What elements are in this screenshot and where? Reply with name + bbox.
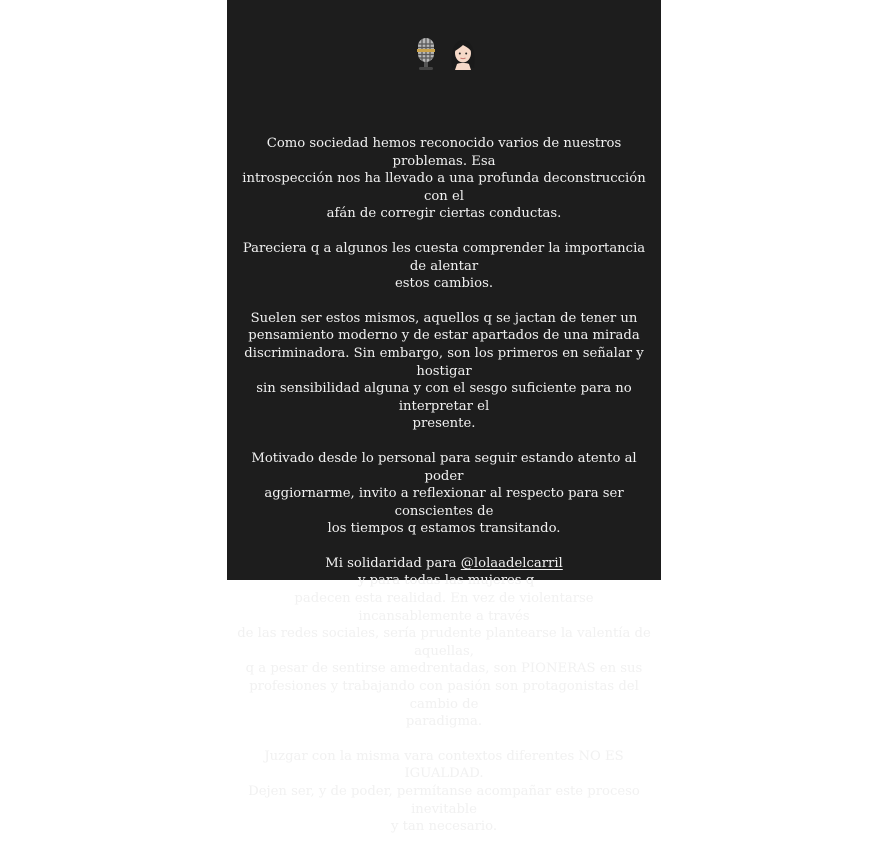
text-line: padecen esta realidad. En vez de violentarse incansablemente a través xyxy=(294,591,594,624)
paragraph-6 xyxy=(237,748,651,836)
text-line: estos cambios. xyxy=(394,276,494,292)
text-line: q a pesar de sentirse amedrentadas, son PIONERAS en sus xyxy=(245,661,643,677)
text-line: presente. xyxy=(412,416,476,432)
text-line: pensamiento moderno y de estar apartados de una mirada xyxy=(248,328,640,344)
text-line: aggiornarme, invito a reflexionar al respecto para ser conscientes de xyxy=(264,486,624,519)
text-line: profesiones y trabajando con pasión son protagonistas del cambio de xyxy=(249,679,639,712)
emoji-row xyxy=(227,36,661,70)
paragraph-5 xyxy=(237,555,651,731)
text-line: Como sociedad hemos reconocido varios de nuestros problemas. Esa xyxy=(266,136,622,169)
paragraph-1 xyxy=(237,135,651,223)
text-line: Dejen ser, y de poder, permítanse acompañar este proceso inevitable xyxy=(248,784,640,817)
text-line: Juzgar con la misma vara contextos diferentes NO ES IGUALDAD. xyxy=(264,748,624,782)
text-line: introspección nos ha llevado a una profunda deconstrucción con el xyxy=(242,171,646,204)
microphone-icon xyxy=(413,36,439,70)
text-line: discriminadora. Sin embargo, son los primeros en señalar y hostigar xyxy=(244,345,644,379)
text-line: paradigma. xyxy=(405,714,483,730)
text-line: y para todas las mujeres q xyxy=(353,573,535,589)
text-line: sin sensibilidad alguna y con el sesgo suficiente para no interpretar el xyxy=(256,381,632,414)
story-text xyxy=(237,135,651,853)
text-line: Pareciera q a algunos les cuesta comprender la importancia de alentar xyxy=(242,240,646,274)
text-line: los tiempos q estamos transitando. xyxy=(327,521,561,537)
text-line: y tan necesario. xyxy=(390,819,498,835)
paragraph-2 xyxy=(237,240,651,293)
text-line: Motivado desde lo personal para seguir estando atento al poder xyxy=(251,450,637,484)
paragraph-4 xyxy=(237,450,651,538)
mention-link[interactable]: @lolaadelcarril xyxy=(460,555,563,571)
woman-icon xyxy=(449,36,475,70)
text-line: Suelen ser estos mismos, aquellos q se jactan de tener un xyxy=(250,310,638,326)
paragraph-3 xyxy=(237,310,651,433)
instagram-story[interactable] xyxy=(227,0,661,835)
text-line: Mi solidaridad para xyxy=(325,555,461,571)
text-line: afán de corregir ciertas conductas. xyxy=(326,206,562,222)
text-line: de las redes sociales, sería prudente plantearse la valentía de aquellas, xyxy=(237,626,651,659)
